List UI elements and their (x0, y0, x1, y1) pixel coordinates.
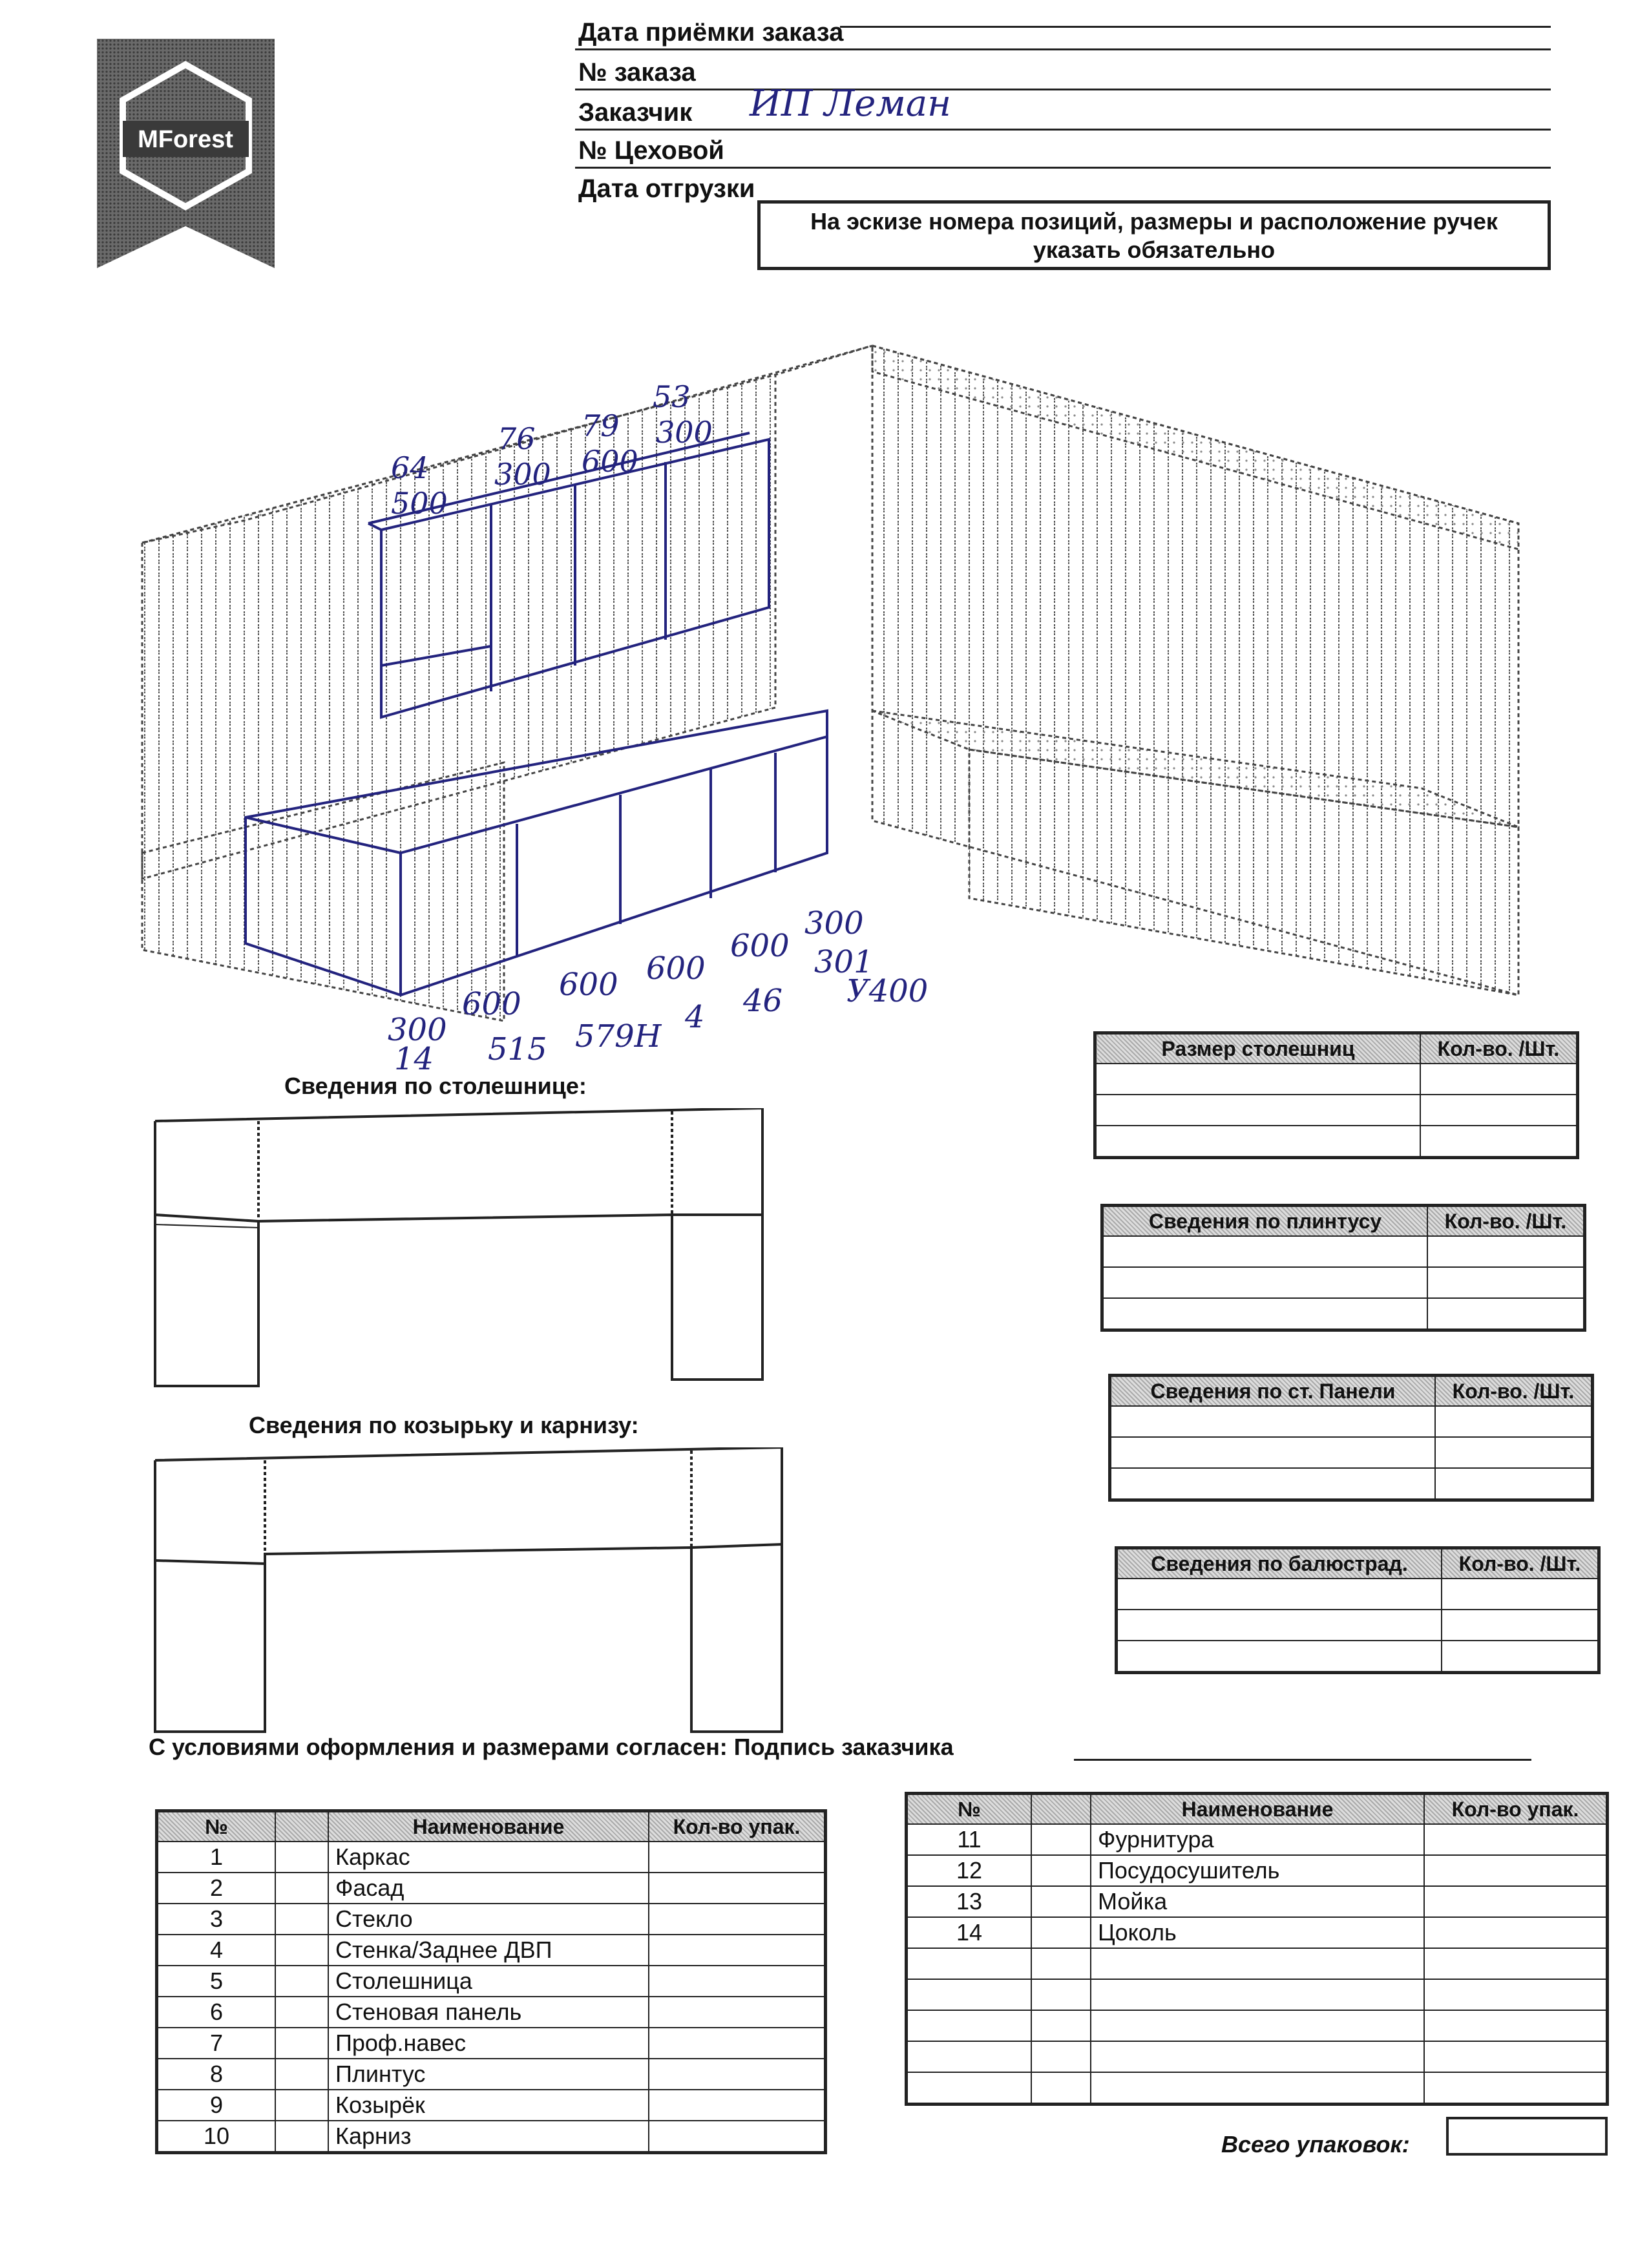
row-gap (275, 2059, 328, 2090)
pkg-right-num-header: № (907, 1794, 1032, 1825)
countertop-qty-header: Кол-во. /Шт. (1420, 1033, 1578, 1064)
row-item-name: Посудосушитель (1091, 1855, 1424, 1886)
row-package-qty[interactable] (649, 1904, 826, 1935)
table-cell[interactable] (1095, 1126, 1421, 1158)
row-number: 6 (157, 1997, 276, 2028)
row-item-name: Проф.навес (328, 2028, 649, 2059)
table-row (157, 2028, 826, 2059)
row-number: 7 (157, 2028, 276, 2059)
lower-annotation-1-top: 300 (388, 1012, 447, 1048)
lower-annotation-7-bottom: У400 (846, 973, 929, 1009)
table-cell[interactable] (1435, 1468, 1593, 1500)
table-row (907, 2072, 1608, 2105)
row-gap (275, 1935, 328, 1966)
row-item-name: Фасад (328, 1873, 649, 1904)
row-number: 14 (907, 1917, 1032, 1948)
row-number: 11 (907, 1824, 1032, 1855)
table-row (157, 1935, 826, 1966)
row-package-qty[interactable] (1424, 1917, 1608, 1948)
table-row (157, 1873, 826, 1904)
signature-label: С условиями оформления и размерами согласен: Подпись заказчика (149, 1734, 954, 1760)
plinth-header: Сведения по плинтусу (1102, 1206, 1428, 1237)
row-number: 1 (157, 1842, 276, 1873)
upper-annotation-4-bottom: 300 (656, 415, 713, 450)
table-cell[interactable] (1420, 1126, 1578, 1158)
pkg-left-num-header: № (157, 1811, 276, 1842)
table-row (907, 1979, 1608, 2010)
row-number (907, 1979, 1032, 2010)
table-row (907, 2041, 1608, 2072)
row-number: 5 (157, 1966, 276, 1997)
table-cell[interactable] (1435, 1437, 1593, 1468)
wall-panel-qty-header: Кол-во. /Шт. (1435, 1376, 1593, 1407)
row-gap (1031, 1979, 1091, 2010)
table-row (907, 1948, 1608, 1979)
table-cell[interactable] (1110, 1406, 1436, 1437)
field-line-date-received[interactable] (840, 26, 1551, 28)
field-line-workshop-number[interactable] (575, 167, 1551, 169)
row-gap (275, 2028, 328, 2059)
row-number: 13 (907, 1886, 1032, 1917)
table-cell[interactable] (1420, 1095, 1578, 1126)
package-table-right (905, 1792, 1609, 2106)
row-number (907, 2072, 1032, 2105)
row-item-name (1091, 2072, 1424, 2105)
row-number (907, 2010, 1032, 2041)
row-package-qty[interactable] (649, 2121, 826, 2153)
lower-annotation-6-top: 300 (804, 905, 864, 941)
table-row (157, 2090, 826, 2121)
row-item-name (1091, 2041, 1424, 2072)
upper-annotation-3-bottom: 600 (582, 444, 638, 479)
row-gap (1031, 1855, 1091, 1886)
field-label-shipment-date: Дата отгрузки (578, 174, 755, 203)
table-row (157, 1904, 826, 1935)
lower-annotation-3-bottom: 579H (575, 1018, 662, 1055)
row-item-name: Стенка/Заднее ДВП (328, 1935, 649, 1966)
row-number: 3 (157, 1904, 276, 1935)
row-gap (275, 1873, 328, 1904)
notice-line-2: указать обязательно (1033, 236, 1276, 263)
lower-annotation-2-top: 600 (462, 986, 521, 1022)
pkg-left-qty-header: Кол-во упак. (649, 1811, 826, 1842)
logo (97, 39, 275, 268)
row-gap (1031, 2010, 1091, 2041)
wall-panel-table (1108, 1374, 1594, 1502)
lower-annotation-4-top: 600 (646, 950, 706, 987)
field-line-order-number[interactable] (575, 89, 1551, 90)
row-number: 4 (157, 1935, 276, 1966)
table-cell[interactable] (1442, 1641, 1599, 1673)
row-package-qty[interactable] (649, 1873, 826, 1904)
package-table-left (155, 1809, 827, 2154)
row-gap (275, 1966, 328, 1997)
table-cell[interactable] (1102, 1298, 1428, 1330)
canopy-drawing[interactable] (149, 1447, 788, 1738)
field-label-workshop-number: № Цеховой (578, 136, 724, 165)
total-packages-label: Всего упаковок: (1221, 2131, 1410, 2158)
upper-annotation-1-bottom: 500 (391, 486, 448, 521)
pkg-right-gap-header (1031, 1794, 1091, 1825)
row-item-name: Столешница (328, 1966, 649, 1997)
row-item-name: Мойка (1091, 1886, 1424, 1917)
row-number: 10 (157, 2121, 276, 2153)
baluster-header: Сведения по балюстрад. (1117, 1548, 1442, 1579)
row-number: 9 (157, 2090, 276, 2121)
row-package-qty[interactable] (649, 1842, 826, 1873)
row-item-name (1091, 2010, 1424, 2041)
table-cell[interactable] (1110, 1437, 1436, 1468)
countertop-size-header: Размер столешниц (1095, 1033, 1421, 1064)
pkg-left-name-header: Наименование (328, 1811, 649, 1842)
row-item-name: Цоколь (1091, 1917, 1424, 1948)
upper-annotation-1-top: 64 (391, 450, 429, 485)
row-item-name: Плинтус (328, 2059, 649, 2090)
row-item-name: Карниз (328, 2121, 649, 2153)
countertop-section-title: Сведения по столешнице: (284, 1073, 587, 1099)
upper-annotation-2-top: 76 (498, 421, 536, 456)
table-row (157, 1842, 826, 1873)
row-package-qty[interactable] (1424, 1855, 1608, 1886)
row-package-qty[interactable] (1424, 1824, 1608, 1855)
upper-annotation-2-bottom: 300 (494, 457, 551, 492)
lower-annotation-1-bottom: 14 (394, 1041, 434, 1073)
row-package-qty[interactable] (649, 2059, 826, 2090)
upper-annotation-4-top: 53 (653, 379, 691, 414)
lower-annotation-6-bottom: 301 (814, 944, 874, 980)
row-package-qty[interactable] (649, 2028, 826, 2059)
rule (575, 129, 1551, 131)
table-row (907, 1855, 1608, 1886)
row-package-qty[interactable] (649, 2090, 826, 2121)
customer-value[interactable]: ИП Леман (750, 83, 952, 125)
row-gap (1031, 2072, 1091, 2105)
table-cell[interactable] (1420, 1064, 1578, 1095)
row-gap (1031, 1948, 1091, 1979)
table-row (157, 2121, 826, 2153)
row-gap (1031, 2041, 1091, 2072)
notice-line-1: На эскизе номера позиций, размеры и расположение ручек (810, 208, 1498, 235)
lower-annotation-4-bottom: 4 (685, 999, 705, 1035)
lower-annotation-5-top: 600 (730, 928, 790, 964)
signature-line[interactable] (1074, 1759, 1531, 1761)
row-package-qty[interactable] (1424, 1948, 1608, 1979)
table-cell[interactable] (1095, 1095, 1421, 1126)
table-row (907, 1917, 1608, 1948)
row-number (907, 1948, 1032, 1979)
row-gap (275, 1997, 328, 2028)
row-package-qty[interactable] (1424, 1979, 1608, 2010)
row-item-name: Стеновая панель (328, 1997, 649, 2028)
row-package-qty[interactable] (649, 1966, 826, 1997)
upper-annotation-3-top: 79 (582, 408, 620, 443)
baluster-qty-header: Кол-во. /Шт. (1442, 1548, 1599, 1579)
row-package-qty[interactable] (649, 1935, 826, 1966)
row-item-name: Каркас (328, 1842, 649, 1873)
lower-annotation-3-top: 600 (559, 967, 618, 1003)
row-gap (1031, 1917, 1091, 1948)
table-cell[interactable] (1427, 1298, 1585, 1330)
field-label-order-number: № заказа (578, 58, 696, 87)
row-item-name: Козырёк (328, 2090, 649, 2121)
table-cell[interactable] (1117, 1610, 1442, 1641)
table-cell[interactable] (1427, 1267, 1585, 1298)
row-item-name (1091, 1979, 1424, 2010)
canopy-section-title: Сведения по козырьку и карнизу: (249, 1412, 639, 1438)
table-row (157, 1997, 826, 2028)
table-row (907, 2010, 1608, 2041)
rule (575, 48, 1551, 50)
row-package-qty[interactable] (1424, 2072, 1608, 2105)
total-packages-field[interactable] (1446, 2117, 1608, 2156)
row-item-name (1091, 1948, 1424, 1979)
table-cell[interactable] (1102, 1236, 1428, 1267)
pkg-left-gap-header (275, 1811, 328, 1842)
row-number: 12 (907, 1855, 1032, 1886)
pkg-right-name-header: Наименование (1091, 1794, 1424, 1825)
lower-annotation-5-bottom: 46 (743, 983, 783, 1019)
row-gap (1031, 1886, 1091, 1917)
row-item-name: Стекло (328, 1904, 649, 1935)
row-gap (275, 2090, 328, 2121)
field-label-customer: Заказчик (578, 98, 693, 127)
plinth-table (1100, 1204, 1586, 1332)
countertop-size-table (1093, 1031, 1579, 1159)
table-cell[interactable] (1095, 1064, 1421, 1095)
table-cell[interactable] (1435, 1406, 1593, 1437)
row-gap (275, 2121, 328, 2153)
table-cell[interactable] (1427, 1236, 1585, 1267)
sketch-notice (757, 200, 1551, 270)
row-number: 8 (157, 2059, 276, 2090)
row-gap (275, 1904, 328, 1935)
table-cell[interactable] (1117, 1641, 1442, 1673)
pkg-right-qty-header: Кол-во упак. (1424, 1794, 1608, 1825)
row-package-qty[interactable] (1424, 1886, 1608, 1917)
countertop-drawing[interactable] (149, 1108, 769, 1392)
kitchen-sketch (129, 284, 1551, 1073)
baluster-table (1115, 1546, 1601, 1674)
table-cell[interactable] (1117, 1579, 1442, 1610)
row-number: 2 (157, 1873, 276, 1904)
table-row (907, 1824, 1608, 1855)
row-package-qty[interactable] (649, 1997, 826, 2028)
table-row (907, 1886, 1608, 1917)
row-package-qty[interactable] (1424, 2041, 1608, 2072)
row-gap (275, 1842, 328, 1873)
table-row (157, 2059, 826, 2090)
logo-text: MForest (138, 126, 233, 153)
wall-panel-header: Сведения по ст. Панели (1110, 1376, 1436, 1407)
row-gap (1031, 1824, 1091, 1855)
table-cell[interactable] (1442, 1579, 1599, 1610)
table-cell[interactable] (1110, 1468, 1436, 1500)
row-package-qty[interactable] (1424, 2010, 1608, 2041)
row-number (907, 2041, 1032, 2072)
plinth-qty-header: Кол-во. /Шт. (1427, 1206, 1585, 1237)
table-cell[interactable] (1442, 1610, 1599, 1641)
table-row (157, 1966, 826, 1997)
row-item-name: Фурнитура (1091, 1824, 1424, 1855)
table-cell[interactable] (1102, 1267, 1428, 1298)
lower-annotation-2-bottom: 515 (488, 1031, 547, 1067)
field-label-date-received: Дата приёмки заказа (578, 18, 844, 47)
